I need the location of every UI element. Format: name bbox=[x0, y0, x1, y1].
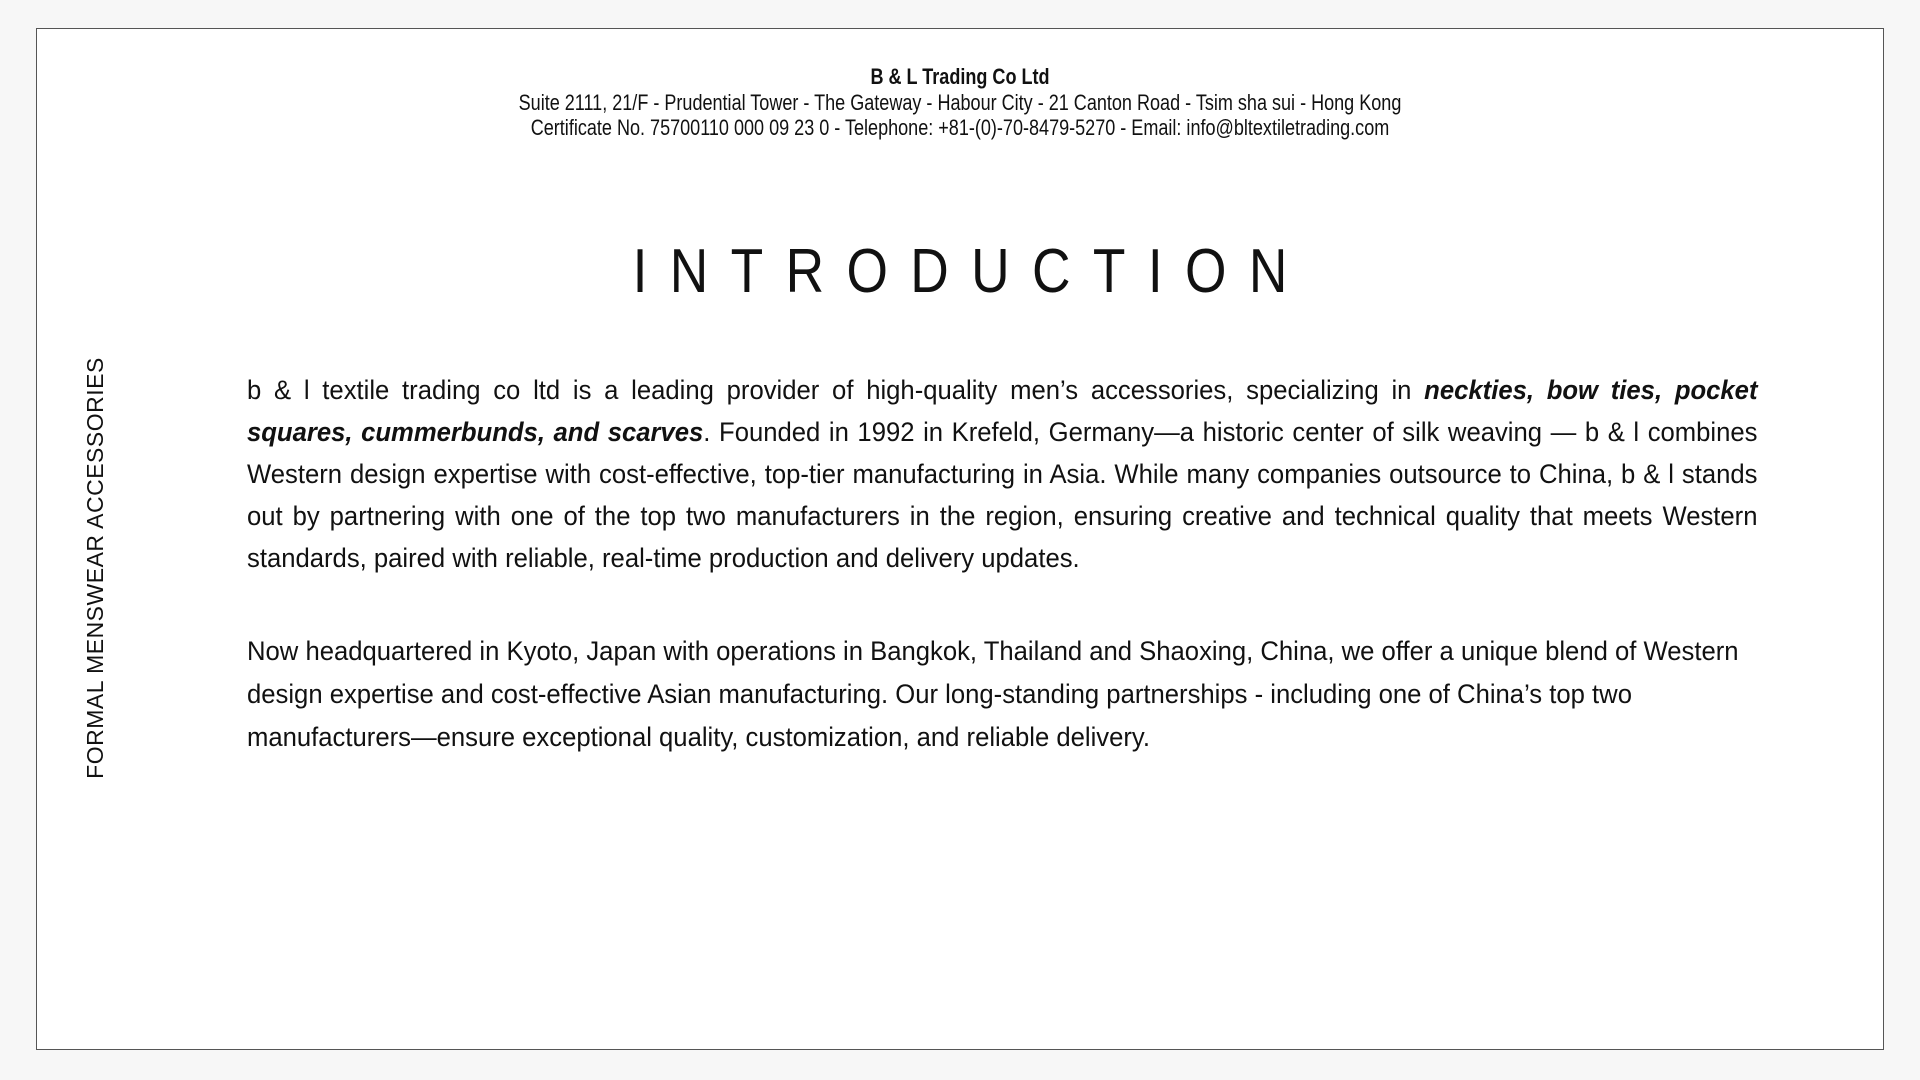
intro-paragraph-1 bbox=[247, 369, 1758, 579]
page-title: INTRODUCTION bbox=[632, 237, 1310, 306]
company-name: B & L Trading Co Ltd bbox=[870, 64, 1050, 89]
company-contact: Certificate No. 75700110 000 09 23 0 - Telephone: +81-(0)-70-8479-5270 - Email: info@bltextiletrading.com bbox=[530, 115, 1390, 140]
company-address: Suite 2111, 21/F - Prudential Tower - The Gateway - Habour City - 21 Canton Road - Tsim sha sui - Hong Kong bbox=[518, 90, 1402, 115]
side-label: FORMAL MENSWEAR ACCESSORIES bbox=[82, 357, 108, 779]
intro-paragraph-2: Now headquartered in Kyoto, Japan with operations in Bangkok, Thailand and Shaoxing, China, we offer a unique blend of Western design expertise and cost-effective Asian manufacturing. Our long-standing partnerships - including one of China’s top two manufacturers—ensure exceptional quality, customization, and reliable delivery. bbox=[247, 636, 1739, 752]
paragraph-1-lead: b & l textile trading co ltd is a leading provider of high-quality men’s accessories, specializing in bbox=[247, 375, 1425, 405]
paragraph-1-rest: . Founded in 1992 in Krefeld, Germany—a historic center of silk weaving — b & l combines Western design expertise with cost-effective, top-tier manufacturing in Asia. While many companies outsource to China, b & l stands out by partnering with one of the top two manufacturers in the region, ensuring creative and technical quality that meets Western standards, paired with reliable, real-time production and delivery updates. bbox=[247, 417, 1758, 573]
letterhead bbox=[0, 64, 1920, 140]
paragraph-1-emphasis: neckties, bow ties, pocket squares, cummerbunds, and scarves bbox=[247, 375, 1758, 447]
